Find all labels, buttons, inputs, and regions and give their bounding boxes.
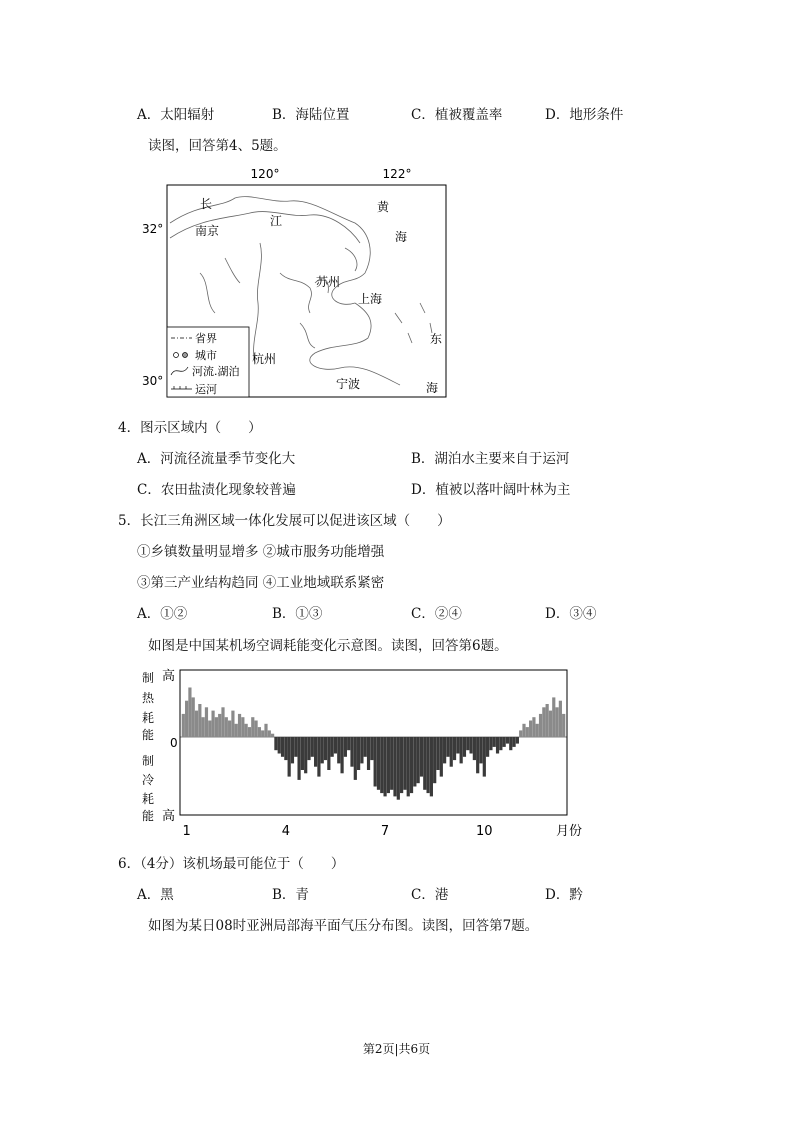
energy-bar <box>443 737 446 763</box>
energy-bar <box>367 737 370 770</box>
energy-bar <box>241 717 244 737</box>
energy-bar <box>218 714 221 737</box>
x-tick-label: 4 <box>281 824 290 839</box>
energy-bar <box>453 737 456 760</box>
y-high-label-bottom: 高 <box>162 809 176 824</box>
label-hangzhou: 杭州 <box>252 352 277 366</box>
energy-bar <box>331 737 334 757</box>
energy-bar <box>297 737 300 780</box>
energy-bar <box>281 737 284 757</box>
legend-canal: 运河 <box>195 383 217 396</box>
energy-bar <box>364 737 367 757</box>
energy-bar <box>387 737 390 793</box>
energy-bar <box>340 737 343 773</box>
energy-bar <box>473 737 476 760</box>
label-dong: 东 <box>430 332 443 346</box>
option-c: C．植被覆盖率 <box>411 107 503 123</box>
energy-bar <box>354 737 357 780</box>
energy-bar <box>304 737 307 773</box>
energy-bar <box>522 724 525 737</box>
energy-bar <box>288 737 291 777</box>
energy-bar <box>235 724 238 737</box>
x-tick-label: 7 <box>380 824 390 839</box>
energy-bar <box>506 737 509 744</box>
energy-bar <box>380 737 383 793</box>
energy-bar <box>479 737 482 763</box>
label-shanghai: 上海 <box>358 292 383 306</box>
label-east-sea: 海 <box>426 381 439 395</box>
q4-option-d: D．植被以落叶阔叶林为主 <box>411 482 571 498</box>
energy-bar <box>426 737 429 793</box>
energy-bar <box>202 717 205 737</box>
energy-bar <box>390 737 393 790</box>
question-6-stem: 6．（4分）该机场最可能位于（ ） <box>118 856 345 872</box>
energy-bar <box>374 737 377 787</box>
energy-bar <box>370 737 373 760</box>
energy-bar <box>321 737 324 763</box>
q6-option-b: B．青 <box>272 887 309 903</box>
legend-city: 城市 <box>195 349 217 362</box>
lon-label-120: 120° <box>250 167 280 181</box>
energy-bar <box>393 737 396 796</box>
energy-bar <box>251 717 254 737</box>
energy-bar <box>410 737 413 793</box>
label-huang: 黄 <box>377 200 390 214</box>
x-tick-group <box>182 824 492 839</box>
y-top-char-2: 热 <box>142 691 155 705</box>
option-b: B．海陆位置 <box>272 107 350 123</box>
energy-bar <box>407 737 410 796</box>
energy-bar <box>536 724 539 737</box>
q5-option-d: D．③④ <box>545 606 597 622</box>
energy-bar <box>383 737 386 796</box>
y-bottom-char-3: 耗 <box>142 792 155 806</box>
energy-bar <box>400 737 403 793</box>
x-axis-label: 月份 <box>556 824 583 839</box>
energy-bar <box>347 737 350 750</box>
energy-bar <box>440 737 443 777</box>
energy-bar <box>552 697 555 737</box>
energy-bar <box>271 734 274 737</box>
label-ningbo: 宁波 <box>336 377 361 391</box>
energy-bar <box>466 737 469 750</box>
y-bottom-char-2: 冷 <box>142 773 155 787</box>
energy-bar <box>284 737 287 760</box>
energy-bar <box>208 721 211 738</box>
energy-bar <box>278 737 281 754</box>
energy-bar <box>350 737 353 767</box>
energy-bar <box>225 717 228 737</box>
energy-bar <box>493 737 496 747</box>
energy-bar <box>360 737 363 763</box>
energy-bar <box>516 737 519 744</box>
y-top-char-3: 耗 <box>142 711 155 725</box>
y-zero-label: 0 <box>170 736 178 750</box>
label-suzhou: 苏州 <box>316 275 341 289</box>
energy-bar <box>450 737 453 767</box>
question-5-stem: 5．长江三角洲区域一体化发展可以促进该区域（ ） <box>118 513 451 529</box>
energy-bar <box>509 737 512 750</box>
y-bottom-char-1: 制 <box>142 754 155 768</box>
intro-text-45: 读图，回答第4、5题。 <box>148 138 287 154</box>
energy-bar <box>317 737 320 777</box>
q6-option-d: D．黔 <box>545 887 583 903</box>
energy-bar <box>334 737 337 754</box>
q5-option-b: B．①③ <box>272 606 323 622</box>
intro-text-7: 如图为某日08时亚洲局部海平面气压分布图。读图，回答第7题。 <box>148 918 539 934</box>
energy-bar <box>463 737 466 757</box>
energy-bar <box>377 737 380 790</box>
energy-bar <box>344 737 347 757</box>
lon-label-122: 122° <box>382 167 412 181</box>
legend-province: 省界 <box>195 332 217 345</box>
yangtze-delta-map <box>140 163 450 403</box>
energy-bar <box>417 737 420 783</box>
energy-bar <box>221 707 224 737</box>
energy-bar <box>483 737 486 777</box>
energy-bar <box>301 737 304 770</box>
y-bottom-char-4: 能 <box>142 809 155 823</box>
q6-option-c: C．港 <box>411 887 449 903</box>
energy-bar <box>261 730 264 737</box>
energy-bar <box>397 737 400 800</box>
legend-river-lake: 河流.湖泊 <box>192 365 240 378</box>
energy-bar <box>188 688 191 738</box>
q4-option-a: A．河流径流量季节变化大 <box>137 451 296 467</box>
energy-bar <box>195 711 198 737</box>
label-chang: 长 <box>200 197 213 211</box>
energy-bar <box>192 697 195 737</box>
energy-bar <box>248 727 251 737</box>
question-4-stem: 4．图示区域内（ ） <box>118 420 262 436</box>
energy-bar <box>420 737 423 777</box>
energy-bar <box>486 737 489 757</box>
energy-bar <box>274 737 277 750</box>
energy-bar <box>215 717 218 737</box>
energy-bar <box>549 711 552 737</box>
energy-bar <box>327 737 330 770</box>
energy-bar <box>532 717 535 737</box>
energy-bar <box>291 737 294 763</box>
energy-bar <box>198 704 201 737</box>
y-top-char-1: 制 <box>142 671 155 685</box>
energy-bar <box>496 737 499 754</box>
q4-option-b: B．湖泊水主要来自于运河 <box>411 451 570 467</box>
energy-bar <box>456 737 459 754</box>
energy-bar <box>231 711 234 737</box>
energy-bar <box>357 737 360 770</box>
energy-bar <box>512 737 515 747</box>
energy-bar <box>314 737 317 767</box>
energy-bar <box>562 714 565 737</box>
energy-bar <box>503 737 506 747</box>
energy-bar <box>460 737 463 763</box>
energy-bar <box>436 737 439 770</box>
energy-bar <box>423 737 426 790</box>
energy-bar <box>476 737 479 773</box>
option-d: D．地形条件 <box>545 107 624 123</box>
energy-bar <box>413 737 416 787</box>
q5-option-a: A．①② <box>137 606 188 622</box>
q5-option-c: C．②④ <box>411 606 462 622</box>
ac-energy-chart <box>136 662 596 844</box>
x-tick-label: 10 <box>476 824 493 839</box>
energy-bar <box>559 701 562 737</box>
energy-bar <box>228 721 231 738</box>
option-a: A．太阳辐射 <box>137 107 215 123</box>
q4-option-c: C．农田盐渍化现象较普遍 <box>137 482 296 498</box>
intro-text-6: 如图是中国某机场空调耗能变化示意图。读图，回答第6题。 <box>148 638 508 654</box>
energy-bar <box>539 714 542 737</box>
q5-statements-1: ①乡镇数量明显增多 ②城市服务功能增强 <box>137 544 385 560</box>
q6-option-a: A．黑 <box>137 887 174 903</box>
y-high-label-top: 高 <box>162 669 176 684</box>
energy-bar <box>254 721 257 738</box>
y-top-char-4: 能 <box>142 728 155 742</box>
energy-bar <box>185 701 188 737</box>
energy-bar <box>324 737 327 760</box>
energy-bar <box>245 724 248 737</box>
energy-bar <box>526 727 529 737</box>
energy-bar <box>546 704 549 737</box>
energy-bar <box>337 737 340 763</box>
energy-bar <box>264 724 267 737</box>
energy-bar <box>529 721 532 738</box>
label-jiang: 江 <box>270 214 283 228</box>
energy-bar <box>182 714 185 737</box>
energy-bar <box>294 737 297 757</box>
x-tick-label: 1 <box>182 824 191 839</box>
energy-bar <box>499 737 502 750</box>
energy-bar <box>268 730 271 737</box>
energy-bar <box>430 737 433 796</box>
energy-bar <box>542 707 545 737</box>
energy-bar <box>469 737 472 754</box>
energy-bar <box>519 730 522 737</box>
q5-statements-2: ③第三产业结构趋同 ④工业地域联系紧密 <box>137 575 385 591</box>
energy-bar <box>489 737 492 750</box>
energy-bar <box>307 737 310 760</box>
energy-bar <box>205 707 208 737</box>
energy-bar <box>258 727 261 737</box>
energy-bar <box>555 707 558 737</box>
energy-bar <box>311 737 314 757</box>
energy-bar <box>403 737 406 790</box>
energy-bar <box>433 737 436 783</box>
energy-bar <box>446 737 449 757</box>
energy-bar <box>211 711 214 737</box>
label-yellow-sea: 海 <box>395 230 408 244</box>
energy-bar <box>238 714 241 737</box>
label-nanjing: 南京 <box>195 224 220 238</box>
lat-label-32: 32° <box>142 222 164 236</box>
page-footer: 第2页|共6页 <box>362 1042 431 1056</box>
lat-label-30: 30° <box>142 374 164 388</box>
